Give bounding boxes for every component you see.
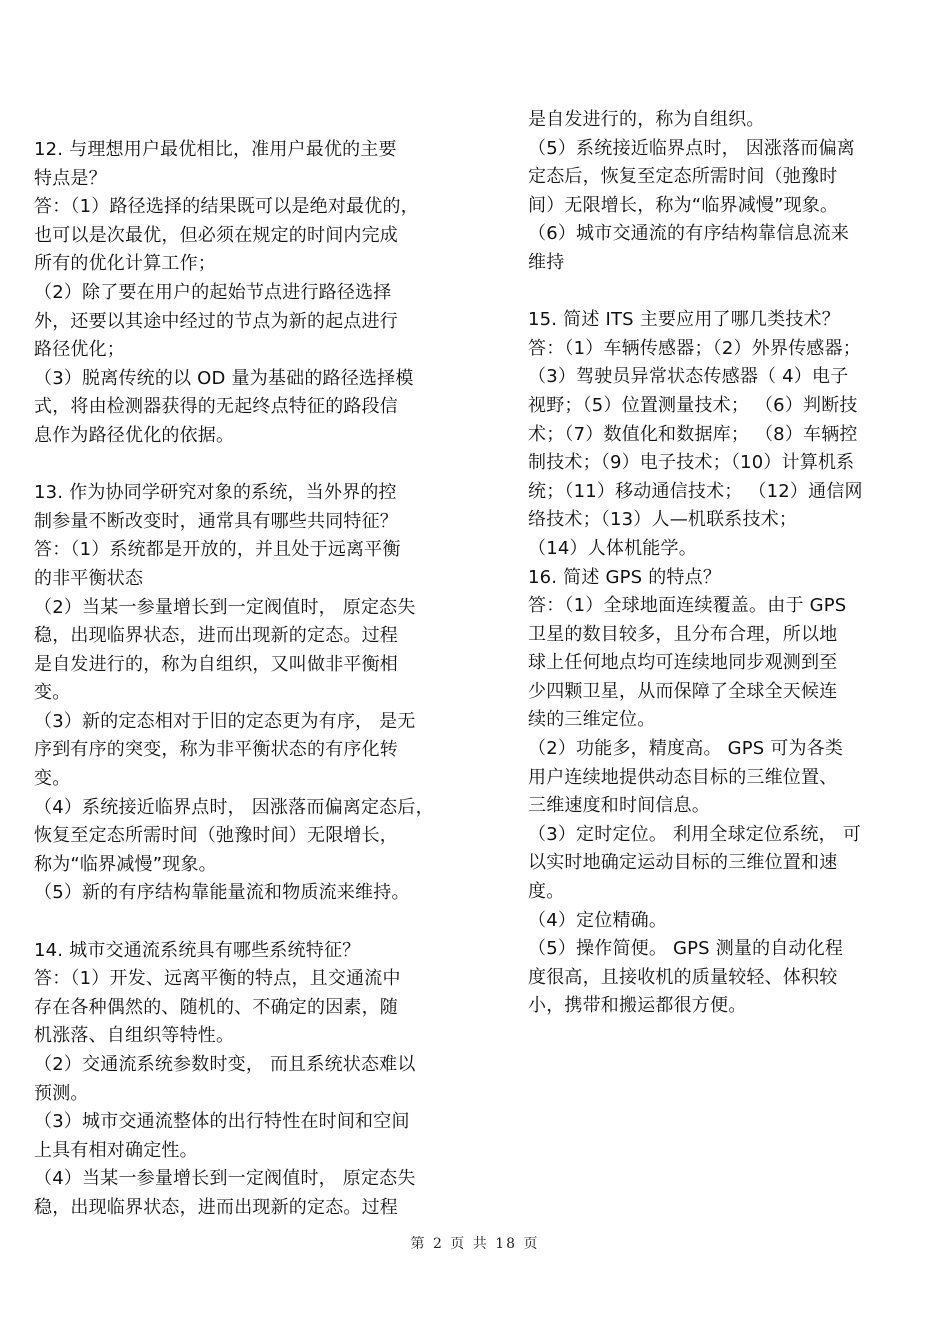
question-13: [34, 479, 474, 908]
left-column: [34, 136, 474, 1223]
text-line: 络技术；（13）人—机联系技术；: [528, 509, 798, 531]
text-line: 也可以是次最优，但必须在规定的时间内完成: [34, 224, 398, 246]
text-line: 答：（1）路径选择的结果既可以是绝对最优的，: [34, 196, 419, 218]
page-footer: 第 2 页 共 18 页: [410, 1236, 540, 1252]
text-line: 称为“临界减慢”现象。: [34, 853, 217, 875]
text-line: 上具有相对确定性。: [34, 1139, 198, 1161]
text-line: （4）系统接近临界点时， 因涨落而偏离定态后，: [34, 796, 434, 818]
text-line: 16. 简述 GPS 的特点？: [528, 566, 722, 588]
question-12: [34, 136, 474, 451]
text-line: （4）当某一参量增长到一定阀值时， 原定态失: [34, 1168, 416, 1190]
text-line: 外，还要以其途中经过的节点为新的起点进行: [34, 310, 398, 332]
text-line: 机涨落、自组织等特性。: [34, 1025, 235, 1047]
question-14-cont: [528, 106, 908, 278]
text-line: 特点是？: [34, 167, 107, 189]
text-line: 12. 与理想用户最优相比，准用户最优的主要: [34, 139, 397, 160]
text-line: 三维速度和时间信息。: [528, 795, 710, 817]
text-line: 是自发进行的，称为自组织。: [528, 109, 765, 130]
text-line: 球上任何地点均可连续地同步观测到至: [528, 652, 838, 674]
text-line: 变。: [34, 682, 71, 704]
text-line: （14）人体机能学。: [528, 537, 697, 559]
text-line: 小，携带和搬运都很方便。: [528, 995, 747, 1017]
text-line: （2）当某一参量增长到一定阀值时， 原定态失: [34, 596, 416, 618]
text-line: （5）系统接近临界点时， 因涨落而偏离: [528, 137, 855, 159]
text-line: 存在各种偶然的、随机的、不确定的因素，随: [34, 996, 398, 1018]
question-15: [528, 306, 908, 563]
text-line: 答：（1）开发、远离平衡的特点，且交通流中: [34, 968, 401, 990]
text-line: （5）新的有序结构靠能量流和物质流来维持。: [34, 882, 410, 904]
question-14: [34, 937, 474, 1223]
text-line: 以实时地确定运动目标的三维位置和速: [528, 852, 838, 874]
text-line: 维持: [528, 251, 565, 273]
question-16: [528, 564, 908, 1022]
text-line: 变。: [34, 768, 71, 790]
text-line: 答：（1）系统都是开放的，并且处于远离平衡: [34, 539, 401, 561]
text-line: 答：（1）全球地面连续覆盖。由于 GPS: [528, 595, 847, 617]
paragraph-gap: [34, 451, 474, 480]
paragraph-gap: [34, 908, 474, 937]
text-line: （3）新的定态相对于旧的定态更为有序， 是无: [34, 710, 416, 732]
text-line: 路径优化；: [34, 339, 125, 361]
text-line: 制技术；（9）电子技术；（10）计算机系: [528, 452, 855, 474]
text-line: 续的三维定位。: [528, 709, 656, 731]
paragraph-gap: [528, 278, 908, 307]
text-line: （3）城市交通流整体的出行特性在时间和空间: [34, 1111, 410, 1133]
text-line: 15. 简述 ITS 主要应用了哪几类技术？: [528, 309, 840, 331]
text-line: 序到有序的突变，称为非平衡状态的有序化转: [34, 739, 398, 761]
text-line: 预测。: [34, 1082, 89, 1104]
text-line: 13. 作为协同学研究对象的系统，当外界的控: [34, 482, 397, 504]
text-line: 度很高，且接收机的质量较轻、体积较: [528, 966, 838, 988]
text-line: （2）功能多，精度高。 GPS 可为各类: [528, 738, 844, 760]
text-line: 稳，出现临界状态，进而出现新的定态。过程: [34, 1196, 398, 1218]
text-line: 术；（7）数值化和数据库； （8）车辆控: [528, 423, 858, 445]
text-line: 式，将由检测器获得的无起终点特征的路段信: [34, 396, 398, 418]
text-line: 答：（1）车辆传感器；（2）外界传感器；: [528, 337, 861, 359]
text-line: 视野；（5）位置测量技术； （6）判断技: [528, 394, 858, 416]
text-line: （2）除了要在用户的起始节点进行路径选择: [34, 281, 392, 303]
text-line: 定态后，恢复至定态所需时间（弛豫时: [528, 166, 838, 188]
text-line: 的非平衡状态: [34, 567, 144, 589]
text-line: （5）操作简便。 GPS 测量的自动化程: [528, 938, 844, 960]
text-line: 间）无限增长，称为“临界减慢”现象。: [528, 194, 839, 216]
text-line: （3）脱离传统的以 OD 量为基础的路径选择模: [34, 367, 414, 389]
text-line: 制参量不断改变时，通常具有哪些共同特征？: [34, 510, 398, 532]
text-line: 14. 城市交通流系统具有哪些系统特征？: [34, 939, 361, 961]
text-line: 用户连续地提供动态目标的三维位置、: [528, 766, 838, 788]
text-line: 少四颗卫星，从而保障了全球全天候连: [528, 680, 838, 702]
text-line: （3）定时定位。 利用全球定位系统， 可: [528, 823, 861, 845]
text-line: 是自发进行的，称为自组织，又叫做非平衡相: [34, 653, 398, 675]
text-line: （3）驾驶员异常状态传感器（ 4）电子: [528, 366, 849, 388]
text-line: 卫星的数目较多，且分布合理，所以地: [528, 623, 838, 645]
text-line: 稳，出现临界状态，进而出现新的定态。过程: [34, 625, 398, 647]
text-line: （2）交通流系统参数时变， 而且系统状态难以: [34, 1054, 416, 1075]
text-line: 恢复至定态所需时间（弛豫时间）无限增长，: [34, 825, 398, 847]
text-line: 度。: [528, 881, 565, 903]
right-column: [528, 106, 908, 1021]
text-line: 所有的优化计算工作；: [34, 253, 216, 275]
text-line: （4）定位精确。: [528, 909, 668, 931]
text-line: （6）城市交通流的有序结构靠信息流来: [528, 223, 850, 245]
text-line: 息作为路径优化的依据。: [34, 424, 235, 446]
text-line: 统；（11）移动通信技术； （12）通信网: [528, 480, 863, 502]
